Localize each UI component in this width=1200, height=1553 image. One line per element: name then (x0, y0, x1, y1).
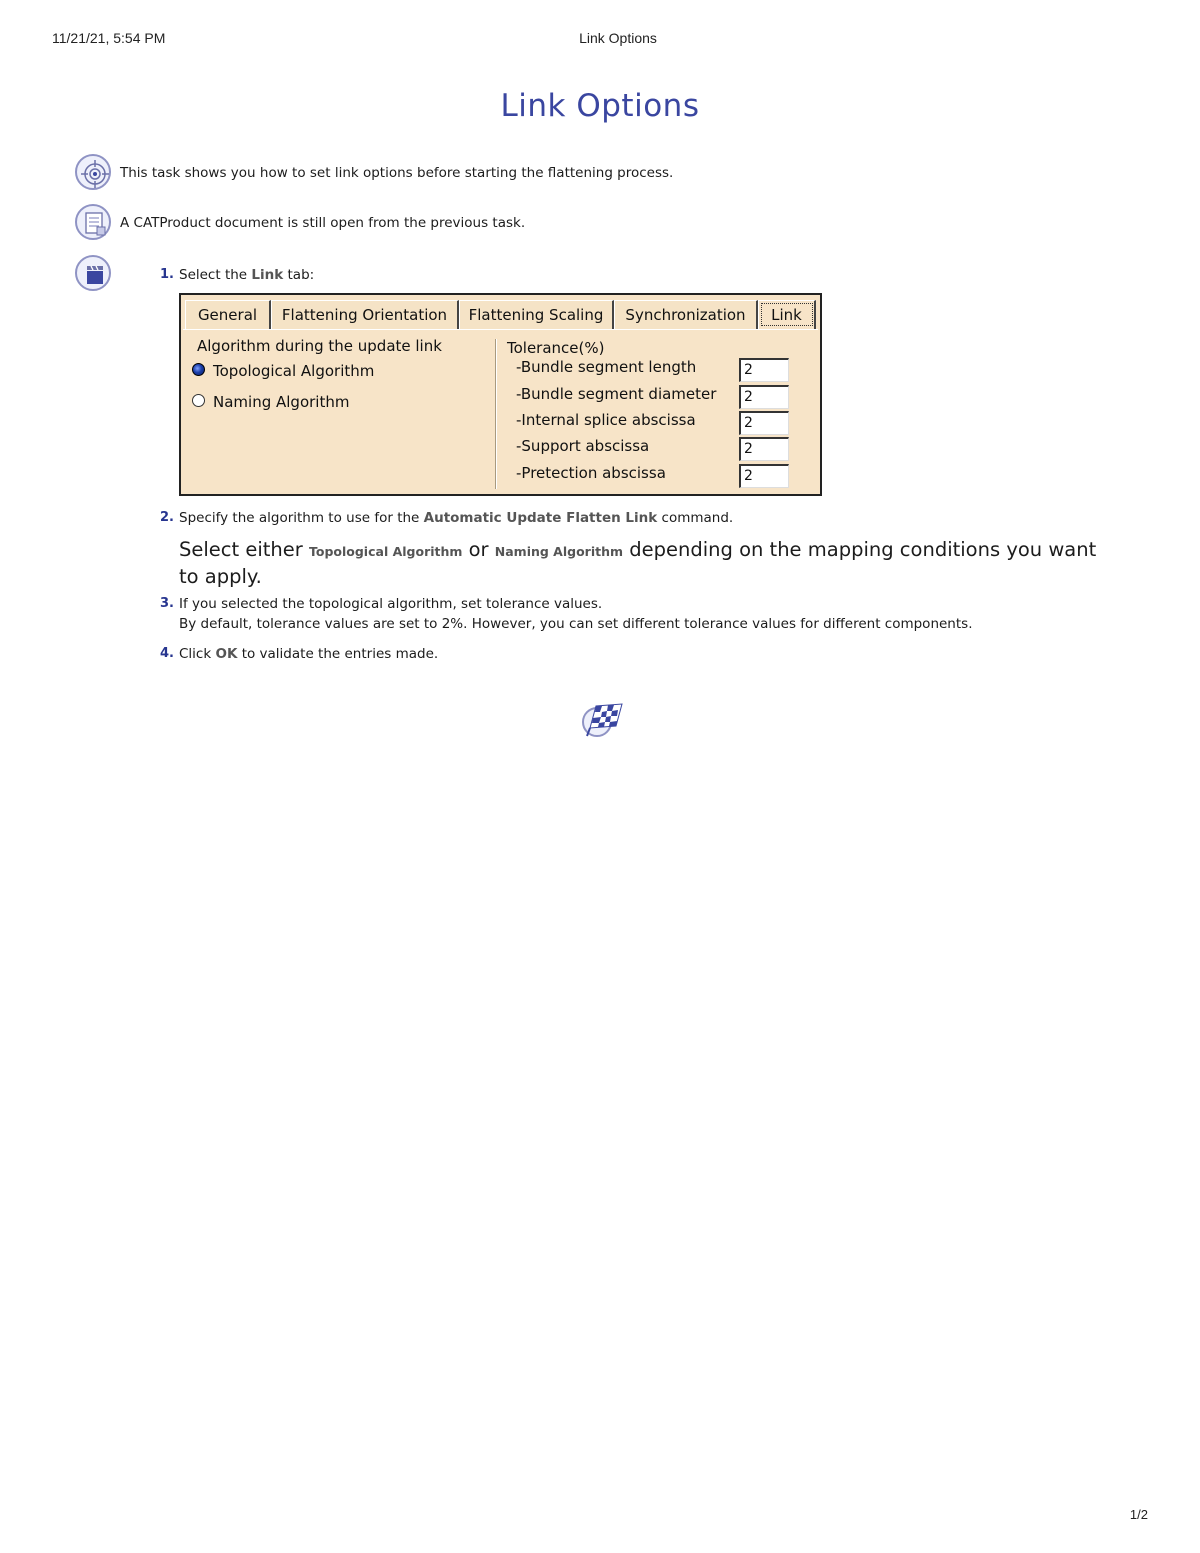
tab-divider (183, 329, 818, 330)
detail-post: depending on the mapping conditions you want to apply. (179, 538, 1097, 588)
step-2-command-emphasis: Automatic Update Flatten Link (423, 510, 658, 526)
step-1-post: tab: (283, 267, 315, 283)
bundle-segment-length-input[interactable]: 2 (739, 358, 789, 382)
step-4-number: 4. (160, 646, 174, 661)
pretection-abscissa-label: -Pretection abscissa (516, 464, 666, 482)
naming-algorithm-label[interactable]: Naming Algorithm (213, 393, 350, 411)
step-1-link-emphasis: Link (251, 267, 284, 283)
detail-pre: Select either (179, 538, 309, 561)
topological-algorithm-radio[interactable] (192, 363, 205, 376)
tab-flattening-orientation[interactable]: Flattening Orientation (271, 300, 459, 329)
step-1-text (179, 267, 314, 283)
step-2-post: command. (657, 510, 734, 526)
tolerance-group-label: Tolerance(%) (507, 339, 605, 357)
tab-flattening-scaling[interactable]: Flattening Scaling (459, 300, 614, 329)
tab-link[interactable]: Link (758, 300, 816, 329)
naming-algorithm-radio[interactable] (192, 394, 205, 407)
support-abscissa-input[interactable]: 2 (739, 437, 789, 461)
page-number: 1/2 (1129, 1507, 1148, 1522)
tab-synchronization[interactable]: Synchronization (614, 300, 758, 329)
step-2-number: 2. (160, 510, 174, 525)
step-1-number: 1. (160, 267, 174, 282)
pretection-abscissa-input[interactable]: 2 (739, 464, 789, 488)
tab-general[interactable]: General (185, 300, 271, 329)
step-1-pre: Select the (179, 267, 252, 283)
step-4-ok-emphasis: OK (215, 646, 238, 662)
step-3-line-1: If you selected the topological algorithm, set tolerance values. (179, 596, 603, 612)
group-separator (495, 339, 497, 489)
print-page-title: Link Options (579, 30, 657, 46)
detail-mid: or (462, 538, 495, 561)
clapperboard-task-icon (75, 255, 111, 291)
prerequisite-text: A CATProduct document is still open from the previous task. (120, 215, 526, 231)
step-4-post: to validate the entries made. (237, 646, 439, 662)
objective-target-icon (75, 154, 111, 190)
step-4-text (179, 646, 438, 662)
internal-splice-abscissa-label: -Internal splice abscissa (516, 411, 696, 429)
print-date: 11/21/21, 5:54 PM (52, 30, 166, 46)
bundle-segment-length-label: -Bundle segment length (516, 358, 697, 376)
step-3-number: 3. (160, 596, 174, 611)
detail-naming-emphasis: Naming Algorithm (494, 544, 624, 559)
step-2-pre: Specify the algorithm to use for the (179, 510, 424, 526)
algorithm-group-label: Algorithm during the update link (197, 337, 442, 355)
link-options-dialog (179, 293, 822, 496)
checkered-flag-end-icon (580, 700, 626, 740)
step-2-text (179, 510, 733, 526)
print-header (52, 30, 1148, 48)
step-4-pre: Click (179, 646, 216, 662)
document-prerequisite-icon (75, 204, 111, 240)
step-3-line-2: By default, tolerance values are set to 2%. However, you can set different tolerance values for different components. (179, 616, 973, 632)
topological-algorithm-label[interactable]: Topological Algorithm (213, 362, 375, 380)
detail-topological-emphasis: Topological Algorithm (309, 544, 463, 559)
internal-splice-abscissa-input[interactable]: 2 (739, 411, 789, 435)
objective-text: This task shows you how to set link options before starting the flattening process. (120, 165, 674, 181)
bundle-segment-diameter-input[interactable]: 2 (739, 385, 789, 409)
page-title: Link Options (500, 88, 700, 124)
step-2-detail (179, 537, 1119, 589)
bundle-segment-diameter-label: -Bundle segment diameter (516, 385, 717, 403)
support-abscissa-label: -Support abscissa (516, 437, 650, 455)
